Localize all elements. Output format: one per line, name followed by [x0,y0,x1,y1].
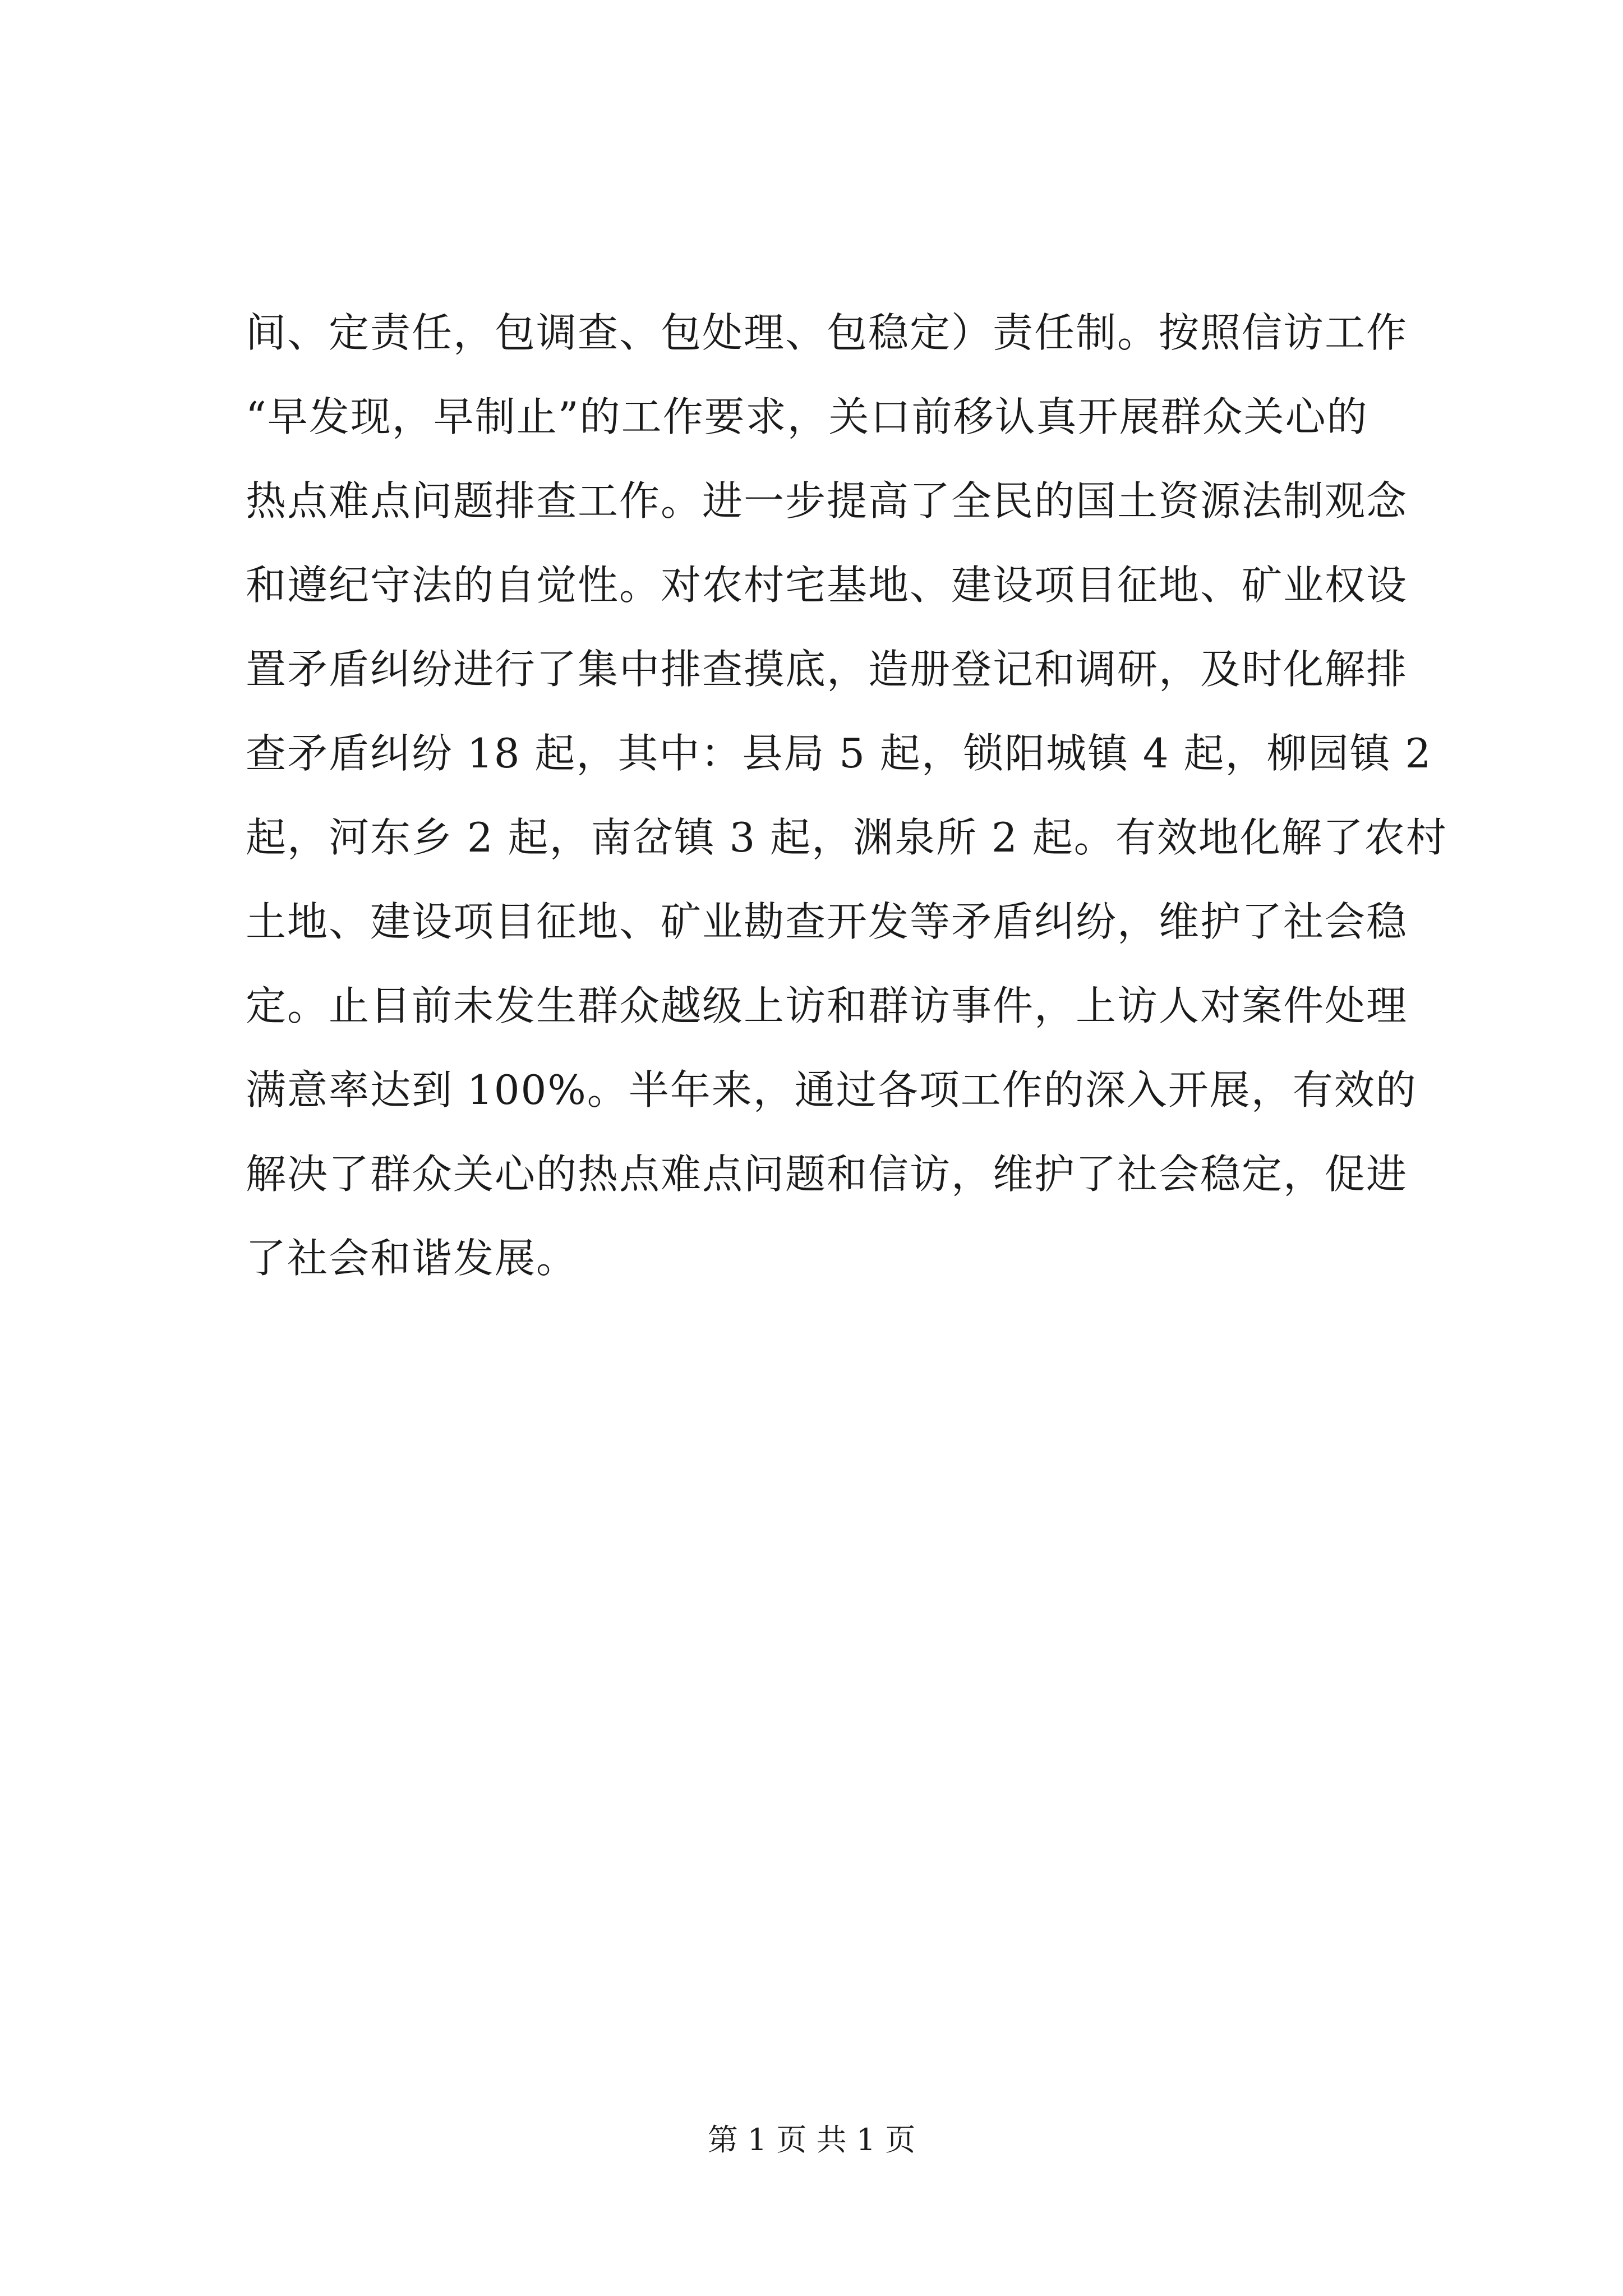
paragraph-line: 定。止目前未发生群众越级上访和群访事件，上访人对案件处理 [246,982,1408,1029]
page-footer [0,2120,1623,2160]
paragraph-line: 解决了群众关心的热点难点问题和信访，维护了社会稳定，促进 [246,1151,1408,1198]
paragraph-line: 了社会和谐发展。 [246,1235,578,1282]
paragraph-line: 间、定责任，包调查、包处理、包稳定）责任制。按照信访工作 [246,309,1408,356]
paragraph-line: 土地、建设项目征地、矿业勘查开发等矛盾纠纷，维护了社会稳 [246,898,1408,945]
paragraph-line: 满意率达到 100%。半年来，通过各项工作的深入开展，有效的 [246,1066,1417,1114]
paragraph-line: 起，河东乡 2 起，南岔镇 3 起，渊泉所 2 起。有效地化解了农村 [246,814,1447,861]
paragraph-line: “早发现，早制止”的工作要求，关口前移认真开展群众关心的 [246,393,1368,440]
paragraph-line: 热点难点问题排查工作。进一步提高了全民的国土资源法制观念 [246,477,1408,524]
paragraph-line: 查矛盾纠纷 18 起，其中：县局 5 起，锁阳城镇 4 起，柳园镇 2 [246,730,1432,777]
body-paragraph [246,291,1446,1300]
page-number: 第 1 页 共 1 页 [707,2122,916,2157]
paragraph-line: 置矛盾纠纷进行了集中排查摸底，造册登记和调研，及时化解排 [246,646,1408,693]
paragraph-line: 和遵纪守法的自觉性。对农村宅基地、建设项目征地、矿业权设 [246,562,1408,609]
